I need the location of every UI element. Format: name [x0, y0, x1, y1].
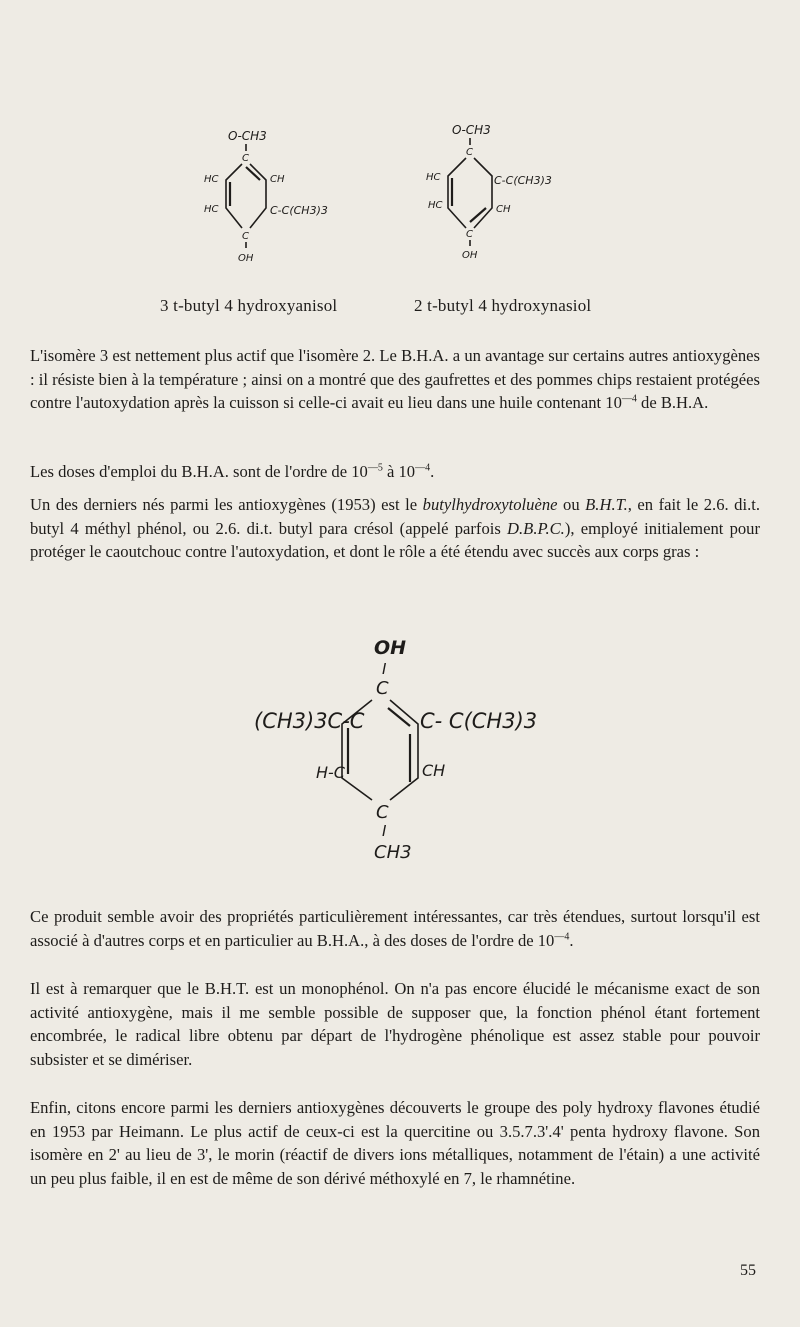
- paragraph-flavones: [30, 1096, 760, 1190]
- carbon-label: C: [242, 231, 249, 242]
- ch-label: CH: [496, 204, 511, 215]
- paragraph-text: Les doses d'emploi du B.H.A. sont de l'ordre de 10: [30, 462, 368, 481]
- bha-isomer-3-structure: [204, 129, 328, 264]
- paragraph-bht-intro: [30, 493, 760, 564]
- exponent: —4: [554, 931, 570, 943]
- carbon-label: C: [466, 147, 473, 158]
- paragraph-text: ), employé initialement pour protéger le caoutchouc contre l'autoxydation, et dont le rôle a été étendu avec succès aux corps gras :: [30, 518, 761, 562]
- ring-left-side: [448, 158, 466, 228]
- tbutyl-group-label: C-C(CH3)3: [270, 204, 328, 217]
- double-bond: [246, 167, 260, 180]
- hc-label: HC: [426, 172, 441, 183]
- methoxy-group-label: O-CH3: [452, 123, 491, 137]
- double-bond: [388, 708, 410, 726]
- bond-bar: I: [382, 660, 387, 678]
- carbon-label: C: [466, 229, 473, 240]
- hc-label: H-C: [316, 763, 345, 782]
- ch-label: CH: [422, 761, 446, 780]
- italic-term: D.B.P.C.: [507, 518, 565, 538]
- exponent: —5: [367, 462, 383, 474]
- figure-caption-right: 2 t-butyl 4 hydroxynasiol: [414, 296, 592, 315]
- paragraph-text: de B.H.A.: [636, 393, 709, 413]
- paragraph-text: Il est à remarquer que le B.H.T. est un monophénol. On n'a pas encore élucidé le mécanisme exact de son activité antioxygène, mais il me semble possible de supposer que, la fonction phénol étant fortement encombrée, le radical libre obtenu par départ de l'hydrogène phénolique est assez stable pour pouvoir subsister et se dimériser.: [30, 979, 760, 1069]
- exponent: —4: [415, 462, 431, 474]
- figure-caption-left: 3 t-butyl 4 hydroxyanisol: [160, 296, 338, 315]
- paragraph-text: Enfin, citons encore parmi les derniers antioxygènes découverts le groupe des poly hydroxy flavones étudié en 1953 par Heimann. Le plus actif de ceux-ci est la quercitine ou 3.5.7.3'.4' penta hydroxy flavone. Son isomère en 2' au lieu de 3', le morin (réactif de divers ions métalliques, notamment de l'étain) a une activité un peu plus faible, il en est de même de son dérivé méthoxylé en 7, le rhamnétine.: [30, 1098, 760, 1188]
- paragraph-text: .: [569, 930, 574, 950]
- bha-isomer-2-structure: [426, 123, 552, 261]
- ch-label: CH: [270, 174, 285, 185]
- hc-label: HC: [204, 204, 219, 215]
- ring-left-side: [226, 164, 242, 228]
- page-number: 55: [740, 1262, 756, 1279]
- bht-structure-figure: [250, 632, 560, 882]
- exponent: —4: [621, 393, 637, 405]
- paragraph-text: , en fait le 2.6. di.t. butyl 4 méthyl phénol, ou 2.6. di.t. butyl para crésol (appelé parfois: [30, 495, 760, 538]
- hc-label: HC: [204, 174, 219, 185]
- tbutyl-right-label: C- C(CH3)3: [420, 709, 538, 733]
- paragraph-text: Ce produit semble avoir des propriétés particulièrement intéressantes, car très étendues, surtout lorsqu'il est associé à d'autres corps et en particulier au B.H.A., à des doses de l'ordre de 10: [30, 907, 760, 950]
- carbon-label: C: [242, 153, 249, 164]
- bond-bar: I: [382, 822, 387, 840]
- methyl-label: CH3: [374, 842, 412, 863]
- paragraph-text: L'isomère 3 est nettement plus actif que l'isomère 2. Le B.H.A. a un avantage sur certains autres antioxygènes : il résiste bien à la température ; ainsi on a montré que des gaufrettes et des pommes chips restaient protégées contre l'autoxydation après la cuisson si celle-ci avait eu lieu dans une huile contenant 10: [30, 346, 760, 413]
- hc-label: HC: [428, 200, 443, 211]
- paragraph-text: à 10: [382, 462, 416, 481]
- italic-term: B.H.T.: [585, 495, 628, 514]
- ring-right-side: [390, 700, 418, 800]
- paragraph-bha-doses: [30, 460, 760, 484]
- hydroxyl-label: OH: [374, 637, 407, 659]
- paragraph-text: ou: [557, 495, 586, 514]
- paragraph-bha-advantage: [30, 344, 760, 415]
- bha-structures-figure: [190, 118, 610, 268]
- tbutyl-left-label: (CH3)3C-C: [254, 709, 365, 733]
- methoxy-group-label: O-CH3: [228, 129, 267, 143]
- paragraph-text: .: [430, 462, 435, 481]
- italic-term: butylhydroxytoluène: [422, 495, 558, 514]
- paragraph-bht-mechanism: [30, 977, 760, 1071]
- paragraph-text: Un des derniers nés parmi les antioxygènes (1953) est le: [30, 495, 423, 514]
- hydroxyl-label: OH: [462, 250, 478, 261]
- double-bond: [470, 208, 486, 222]
- paragraph-bht-properties: [30, 905, 760, 952]
- carbon-label: C: [376, 802, 389, 823]
- hydroxyl-label: OH: [238, 253, 254, 264]
- carbon-label: C: [376, 678, 389, 699]
- tbutyl-group-label: C-C(CH3)3: [494, 174, 552, 187]
